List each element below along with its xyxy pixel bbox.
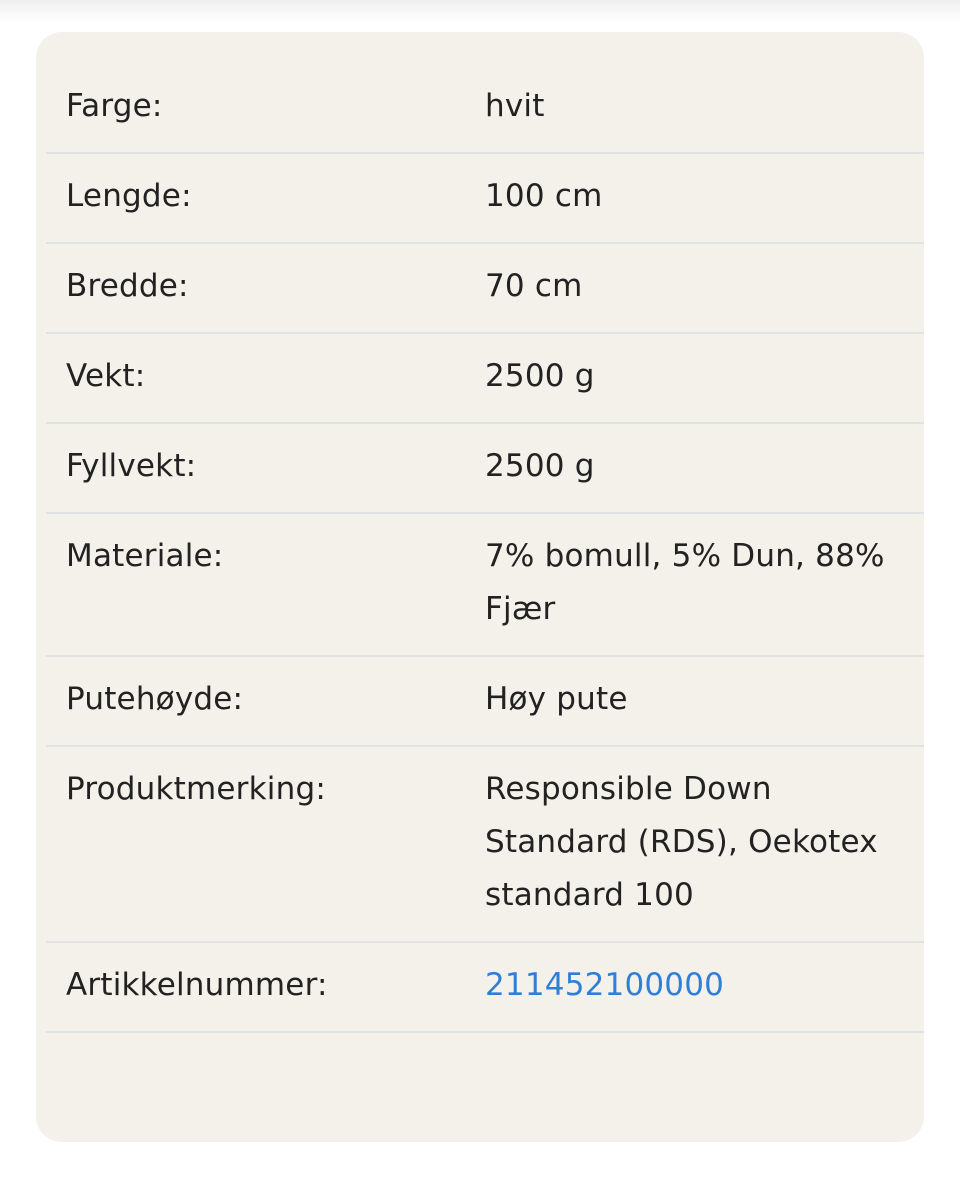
spec-value: Høy pute [485, 681, 628, 717]
spec-row-artikkelnummer [46, 943, 924, 1033]
spec-label: Farge: [66, 88, 163, 124]
article-number-link[interactable]: 211452100000 [485, 967, 725, 1003]
spec-row-produktmerking [46, 747, 924, 943]
top-edge-shadow [0, 0, 960, 22]
spec-label: Fyllvekt: [66, 448, 197, 484]
spec-label: Putehøyde: [66, 681, 244, 717]
spec-row-materiale [46, 514, 924, 657]
product-specs-card [36, 32, 924, 1142]
spec-label: Artikkelnummer: [66, 967, 328, 1003]
spec-row-farge [46, 64, 924, 154]
spec-value: hvit [485, 88, 545, 124]
spec-value: 100 cm [485, 178, 603, 214]
spec-label: Vekt: [66, 358, 146, 394]
spec-value: Responsible Down Standard (RDS), Oekotex standard 100 [485, 771, 878, 913]
spec-list [46, 64, 924, 1033]
spec-label: Produktmerking: [66, 771, 326, 807]
spec-label: Materiale: [66, 538, 224, 574]
spec-label: Bredde: [66, 268, 189, 304]
spec-row-bredde [46, 244, 924, 334]
spec-value: 70 cm [485, 268, 583, 304]
spec-row-putehoyde [46, 657, 924, 747]
spec-row-lengde [46, 154, 924, 244]
spec-row-vekt [46, 334, 924, 424]
spec-label: Lengde: [66, 178, 192, 214]
spec-value: 2500 g [485, 448, 595, 484]
spec-value: 2500 g [485, 358, 595, 394]
spec-row-fyllvekt [46, 424, 924, 514]
spec-value: 7% bomull, 5% Dun, 88% Fjær [485, 538, 885, 627]
